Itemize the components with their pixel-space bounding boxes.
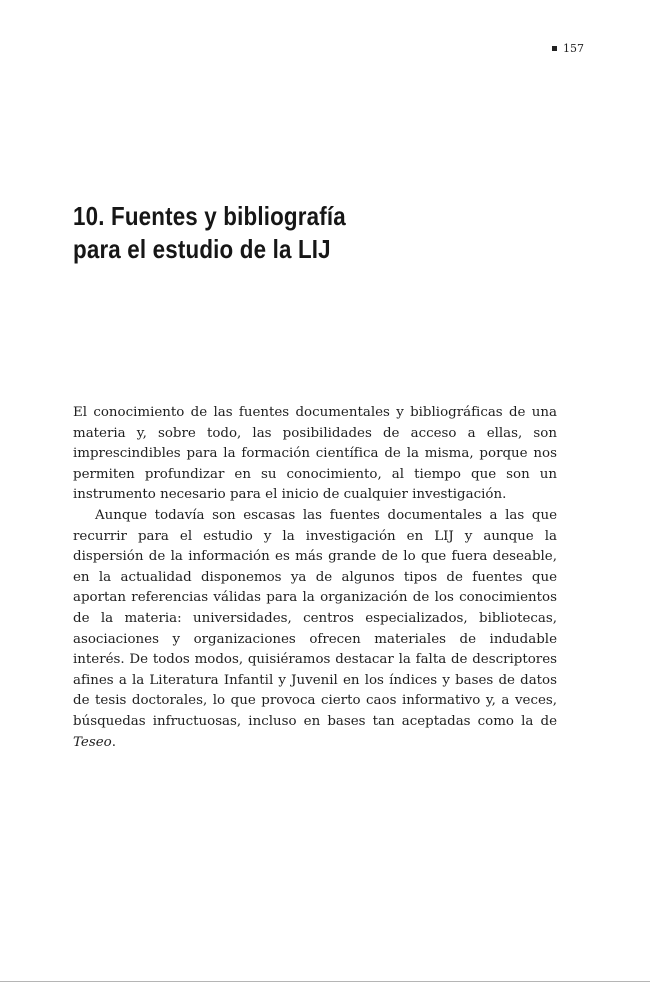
paragraph-2-main: Aunque todavía son escasas las fuentes documentales a las que recurrir para el estudio y la investigación en LIJ y aunque la dispersión de la información es más grande de lo que fuera deseable, en la actualidad disponemos ya de algunos tipos de fuentes que aportan referencias válidas para la organización de los conocimientos de la materia: universidades, centros especializados, bibliotecas, asociaciones y organizaciones ofrecen materiales de indudable interés. De todos modos, quisiéramos destacar la falta de descriptores afines a la Literatura Infantil y Juvenil en los índices y bases de datos de tesis doctorales, lo que provoca cierto caos informativo y, a veces, búsquedas infructuosas, incluso en bases tan aceptadas como la de	[73, 507, 557, 729]
paragraph-2	[73, 506, 557, 753]
folio-square-bullet	[552, 46, 557, 51]
paragraph-2-italic-term: Teseo	[73, 734, 112, 750]
bottom-edge-rule	[0, 981, 650, 982]
chapter-title-line-2: para el estudio de la LIJ	[73, 234, 331, 264]
body-text	[73, 403, 557, 753]
paragraph-2-end: .	[111, 734, 116, 750]
chapter-title	[73, 200, 486, 266]
paragraph-1: El conocimiento de las fuentes documentales y bibliográficas de una materia y, sobre todo, las posibilidades de acceso a ellas, son imprescindibles para la formación científica de la misma, porque nos permiten profundizar en su conocimiento, al tiempo que son un instrumento necesario para el inicio de cualquier investigación.	[73, 405, 557, 503]
chapter-title-line-1: 10. Fuentes y bibliografía	[73, 201, 346, 231]
page-number: 157	[563, 42, 584, 55]
page-folio	[552, 42, 584, 55]
